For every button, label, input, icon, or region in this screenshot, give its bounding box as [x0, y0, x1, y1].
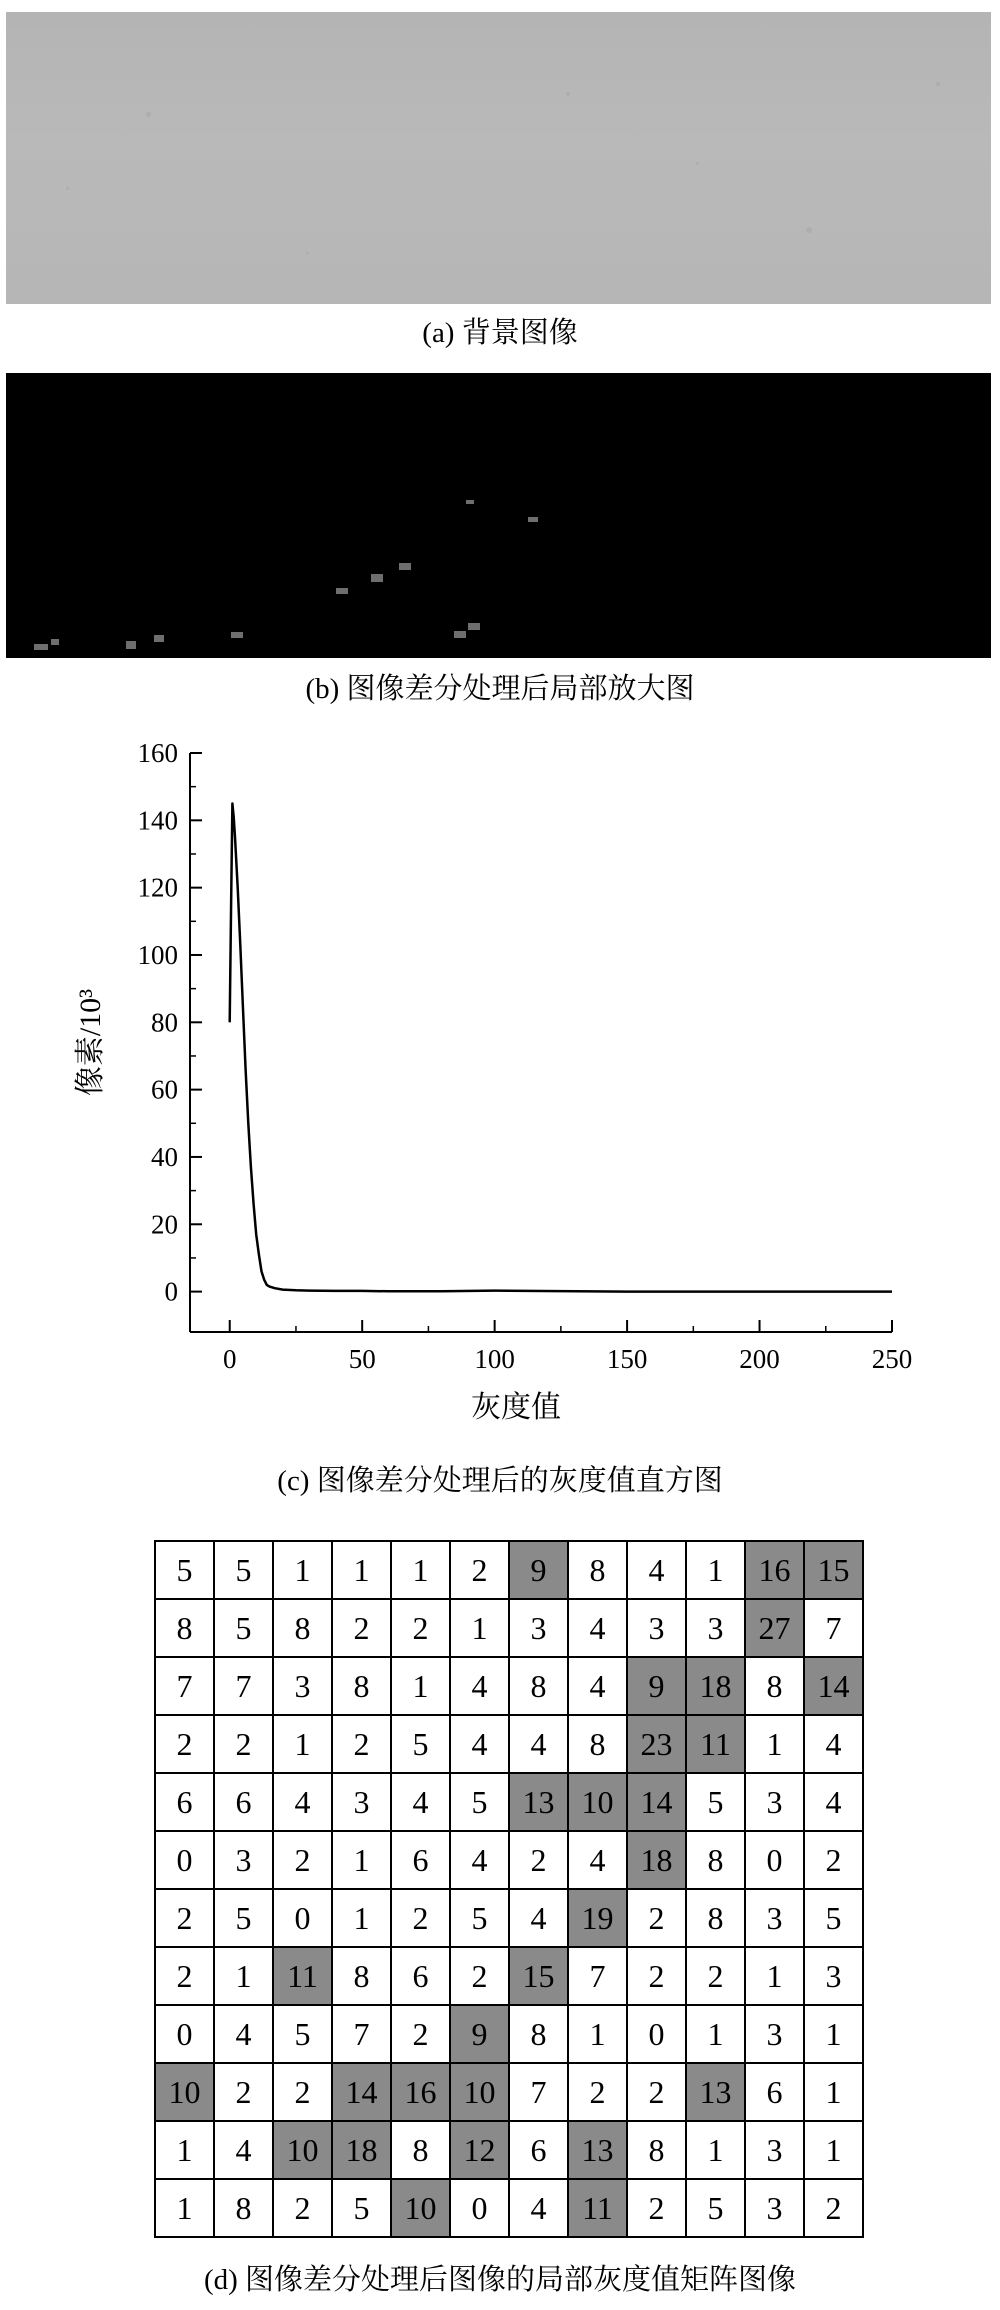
y-tick-label: 40 [151, 1141, 178, 1172]
matrix-cell: 2 [627, 2063, 686, 2121]
matrix-row [155, 1657, 863, 1715]
matrix-cell: 6 [155, 1773, 214, 1831]
matrix-cell: 2 [391, 1599, 450, 1657]
matrix-row [155, 2005, 863, 2063]
matrix-cell: 2 [627, 1889, 686, 1947]
matrix-cell: 8 [568, 1541, 627, 1599]
matrix-row [155, 2063, 863, 2121]
matrix-cell-highlighted: 15 [804, 1541, 863, 1599]
matrix-cell: 5 [804, 1889, 863, 1947]
matrix-cell: 4 [450, 1657, 509, 1715]
matrix-cell: 0 [745, 1831, 804, 1889]
matrix-cell: 8 [214, 2179, 273, 2237]
matrix-cell: 8 [273, 1599, 332, 1657]
y-tick-label: 160 [137, 738, 178, 768]
matrix-row [155, 1773, 863, 1831]
matrix-cell: 0 [627, 2005, 686, 2063]
matrix-cell: 4 [509, 2179, 568, 2237]
matrix-cell: 7 [332, 2005, 391, 2063]
matrix-cell: 2 [509, 1831, 568, 1889]
matrix-row [155, 2179, 863, 2237]
matrix-cell: 6 [745, 2063, 804, 2121]
bright-pixel [154, 635, 164, 642]
matrix-cell-highlighted: 16 [391, 2063, 450, 2121]
matrix-cell: 3 [745, 1889, 804, 1947]
x-tick-label: 50 [348, 1344, 376, 1374]
matrix-cell: 2 [804, 1831, 863, 1889]
caption-c: (c) 图像差分处理后的灰度值直方图 [277, 1465, 723, 1497]
matrix-cell-highlighted: 13 [509, 1773, 568, 1831]
matrix-cell: 2 [391, 2005, 450, 2063]
matrix-cell: 0 [450, 2179, 509, 2237]
matrix-cell: 4 [509, 1715, 568, 1773]
y-tick-label: 100 [137, 939, 178, 970]
matrix-cell-highlighted: 18 [627, 1831, 686, 1889]
matrix-cell: 2 [273, 1831, 332, 1889]
matrix-cell: 8 [155, 1599, 214, 1657]
matrix-cell: 4 [214, 2005, 273, 2063]
y-tick-label: 80 [151, 1007, 178, 1038]
matrix-cell: 1 [686, 2121, 745, 2179]
matrix-cell-highlighted: 23 [627, 1715, 686, 1773]
matrix-cell: 7 [509, 2063, 568, 2121]
matrix-cell-highlighted: 19 [568, 1889, 627, 1947]
matrix-cell: 2 [450, 1947, 509, 2005]
matrix-row [155, 1541, 863, 1599]
matrix-cell: 1 [686, 1541, 745, 1599]
matrix-cell: 4 [450, 1715, 509, 1773]
matrix-cell: 1 [332, 1541, 391, 1599]
x-tick-label: 0 [222, 1344, 237, 1374]
matrix-cell-highlighted: 11 [686, 1715, 745, 1773]
matrix-row [155, 1599, 863, 1657]
matrix-cell: 2 [155, 1715, 214, 1773]
matrix-cell-highlighted: 10 [391, 2179, 450, 2237]
y-tick-label: 20 [151, 1209, 178, 1240]
bright-pixel [231, 632, 243, 638]
y-tick-label: 60 [151, 1074, 178, 1105]
matrix-cell: 2 [332, 1715, 391, 1773]
caption-a: (a) 背景图像 [422, 317, 578, 349]
matrix-cell: 2 [273, 2179, 332, 2237]
texture-speck [566, 92, 570, 96]
matrix-cell: 1 [273, 1715, 332, 1773]
matrix-cell: 0 [155, 1831, 214, 1889]
y-tick-label: 140 [137, 805, 178, 836]
matrix-cell: 2 [155, 1947, 214, 2005]
gray-value-matrix [154, 1540, 864, 2238]
y-tick-label: 120 [137, 872, 178, 903]
matrix-cell: 2 [391, 1889, 450, 1947]
matrix-cell-highlighted: 9 [509, 1541, 568, 1599]
matrix-cell: 8 [509, 2005, 568, 2063]
texture-speck [806, 227, 812, 233]
matrix-cell-highlighted: 18 [686, 1657, 745, 1715]
matrix-cell: 1 [450, 1599, 509, 1657]
caption-d: (d) 图像差分处理后图像的局部灰度值矩阵图像 [203, 2264, 797, 2296]
texture-speck [146, 112, 151, 117]
matrix-cell: 1 [332, 1831, 391, 1889]
matrix-cell: 1 [155, 2121, 214, 2179]
matrix-cell: 1 [332, 1889, 391, 1947]
histogram-svg [0, 725, 1000, 1445]
matrix-cell: 2 [155, 1889, 214, 1947]
bright-pixel [528, 517, 538, 522]
matrix-cell: 4 [509, 1889, 568, 1947]
matrix-cell: 4 [568, 1599, 627, 1657]
matrix-cell: 4 [391, 1773, 450, 1831]
matrix-cell-highlighted: 13 [568, 2121, 627, 2179]
matrix-cell: 2 [804, 2179, 863, 2237]
matrix-cell: 2 [450, 1541, 509, 1599]
texture-speck [66, 187, 69, 190]
matrix-cell-highlighted: 10 [155, 2063, 214, 2121]
matrix-cell: 3 [627, 1599, 686, 1657]
matrix-cell: 1 [214, 1947, 273, 2005]
matrix-cell-highlighted: 14 [627, 1773, 686, 1831]
matrix-cell: 6 [509, 2121, 568, 2179]
bright-pixel [336, 588, 348, 594]
matrix-row [155, 1715, 863, 1773]
matrix-cell-highlighted: 12 [450, 2121, 509, 2179]
x-tick-label: 250 [871, 1344, 913, 1374]
bright-pixel [51, 639, 59, 645]
bright-pixel [34, 644, 48, 650]
matrix-cell-highlighted: 27 [745, 1599, 804, 1657]
matrix-cell: 3 [214, 1831, 273, 1889]
matrix-cell: 8 [627, 2121, 686, 2179]
x-axis-label: 灰度值 [471, 1391, 561, 1424]
texture-speck [936, 82, 940, 86]
matrix-cell: 2 [627, 2179, 686, 2237]
matrix-cell: 6 [391, 1947, 450, 2005]
matrix-cell: 5 [214, 1889, 273, 1947]
texture-speck [306, 252, 309, 255]
matrix-cell: 4 [627, 1541, 686, 1599]
matrix-cell: 3 [745, 2121, 804, 2179]
matrix-cell-highlighted: 10 [568, 1773, 627, 1831]
matrix-cell: 3 [745, 2179, 804, 2237]
matrix-cell-highlighted: 9 [450, 2005, 509, 2063]
matrix-cell: 5 [155, 1541, 214, 1599]
matrix-cell: 1 [745, 1947, 804, 2005]
matrix-cell: 7 [568, 1947, 627, 2005]
background-image [6, 12, 991, 304]
matrix-cell: 5 [450, 1889, 509, 1947]
matrix-cell: 7 [804, 1599, 863, 1657]
x-tick-label: 200 [739, 1344, 780, 1374]
matrix-cell: 5 [332, 2179, 391, 2237]
matrix-cell-highlighted: 14 [804, 1657, 863, 1715]
matrix-cell-highlighted: 9 [627, 1657, 686, 1715]
matrix-cell: 4 [804, 1715, 863, 1773]
difference-image-zoom [6, 373, 991, 658]
matrix-cell: 1 [804, 2005, 863, 2063]
bright-pixel [466, 500, 474, 504]
matrix-cell: 6 [391, 1831, 450, 1889]
matrix-cell-highlighted: 11 [568, 2179, 627, 2237]
matrix-cell: 0 [155, 2005, 214, 2063]
matrix-cell: 5 [686, 2179, 745, 2237]
matrix-cell: 8 [745, 1657, 804, 1715]
matrix-cell: 4 [568, 1831, 627, 1889]
matrix-cell-highlighted: 10 [450, 2063, 509, 2121]
matrix-cell-highlighted: 10 [273, 2121, 332, 2179]
matrix-cell: 2 [568, 2063, 627, 2121]
matrix-cell: 1 [273, 1541, 332, 1599]
matrix-cell: 8 [686, 1889, 745, 1947]
x-tick-label: 150 [606, 1344, 648, 1374]
matrix-row [155, 2121, 863, 2179]
matrix-cell: 4 [804, 1773, 863, 1831]
matrix-cell-highlighted: 11 [273, 1947, 332, 2005]
matrix-cell: 5 [214, 1541, 273, 1599]
matrix-cell: 8 [509, 1657, 568, 1715]
matrix-cell: 1 [804, 2063, 863, 2121]
matrix-cell: 4 [214, 2121, 273, 2179]
matrix-cell: 1 [155, 2179, 214, 2237]
matrix-cell: 2 [627, 1947, 686, 2005]
matrix-cell: 2 [332, 1599, 391, 1657]
matrix-cell: 8 [686, 1831, 745, 1889]
histogram-chart [0, 725, 1000, 1445]
matrix-cell: 5 [273, 2005, 332, 2063]
matrix-cell: 8 [332, 1947, 391, 2005]
matrix-cell: 1 [745, 1715, 804, 1773]
bright-pixel [468, 623, 480, 630]
matrix-cell-highlighted: 16 [745, 1541, 804, 1599]
matrix-cell: 5 [391, 1715, 450, 1773]
matrix-cell-highlighted: 18 [332, 2121, 391, 2179]
matrix-cell: 2 [214, 1715, 273, 1773]
histogram-series-line [230, 804, 892, 1292]
matrix-cell: 2 [214, 2063, 273, 2121]
matrix-row [155, 1889, 863, 1947]
texture-speck [696, 162, 699, 165]
matrix-cell: 3 [509, 1599, 568, 1657]
bright-pixel [371, 574, 383, 582]
caption-b: (b) 图像差分处理后局部放大图 [305, 673, 695, 705]
x-tick-label: 100 [474, 1344, 515, 1374]
matrix-cell: 3 [804, 1947, 863, 2005]
matrix-cell: 1 [686, 2005, 745, 2063]
matrix-cell: 7 [214, 1657, 273, 1715]
matrix-cell: 2 [686, 1947, 745, 2005]
y-axis-label: 像素/10³ [74, 988, 107, 1097]
matrix-cell: 3 [686, 1599, 745, 1657]
bright-pixel [399, 563, 411, 570]
matrix-cell: 4 [273, 1773, 332, 1831]
matrix-cell: 3 [332, 1773, 391, 1831]
matrix-cell-highlighted: 15 [509, 1947, 568, 2005]
matrix-cell-highlighted: 13 [686, 2063, 745, 2121]
matrix-cell: 3 [745, 2005, 804, 2063]
matrix-cell: 8 [391, 2121, 450, 2179]
matrix-cell: 5 [214, 1599, 273, 1657]
matrix-cell: 5 [450, 1773, 509, 1831]
matrix-cell: 8 [568, 1715, 627, 1773]
matrix-row [155, 1831, 863, 1889]
matrix-cell: 4 [568, 1657, 627, 1715]
matrix-cell-highlighted: 14 [332, 2063, 391, 2121]
matrix-cell: 8 [332, 1657, 391, 1715]
matrix-cell: 1 [804, 2121, 863, 2179]
matrix-cell: 1 [391, 1657, 450, 1715]
matrix-row [155, 1947, 863, 2005]
matrix-cell: 6 [214, 1773, 273, 1831]
bright-pixel [126, 641, 136, 649]
matrix-cell: 7 [155, 1657, 214, 1715]
matrix-cell: 5 [686, 1773, 745, 1831]
matrix-cell: 1 [568, 2005, 627, 2063]
matrix-cell: 3 [745, 1773, 804, 1831]
matrix-cell: 2 [273, 2063, 332, 2121]
bright-pixel [454, 631, 466, 638]
matrix-cell: 4 [450, 1831, 509, 1889]
y-tick-label: 0 [164, 1276, 178, 1307]
matrix-cell: 0 [273, 1889, 332, 1947]
matrix-cell: 3 [273, 1657, 332, 1715]
matrix-cell: 1 [391, 1541, 450, 1599]
